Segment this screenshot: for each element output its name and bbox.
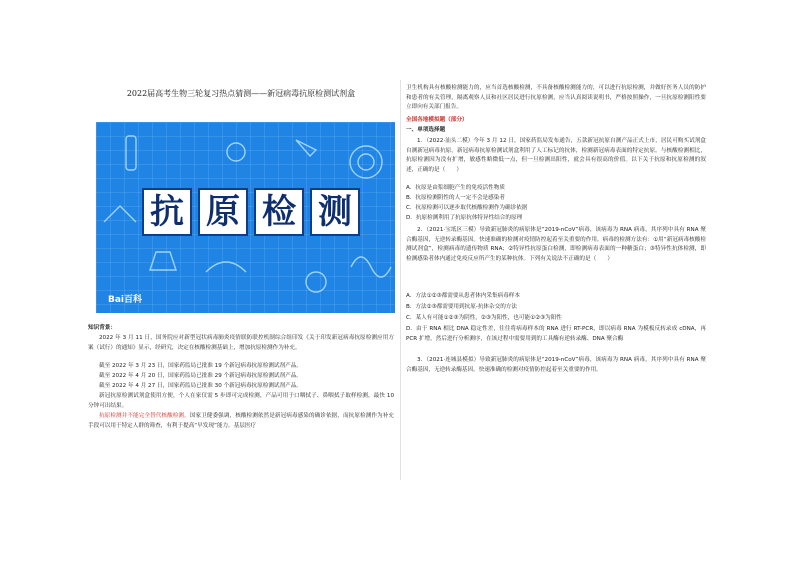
lens-icon bbox=[227, 143, 245, 161]
option: D．由于 RNA 相比 DNA 稳定性差，往往将病毒样本的 RNA 进行 RT-PCR，即以病毒 RNA 为模板反转录成 cDNA，再 PCR 扩增，然后进行分析测序，在该过程中需要用到的工具酶有逆转录酶、DNA 聚合酶 bbox=[406, 326, 706, 342]
highlight-text: 抗原检测并不能完全替代核酸检测。 bbox=[99, 413, 190, 419]
wave-icon bbox=[351, 257, 391, 277]
question-2: 2．（2021·宝坻区三模）导致新冠肺炎的病原体是“2019-nCoV”病毒，该病毒为 RNA 病毒，其序列中具有 RNA 聚合酶基因，无逆转录酶基因。快速准确的检测对疫情防控起着至关重要的作用。病毒的检测方法有：①用“新冠病毒核酸检测试剂盒”，检测病毒的遗传物质 RNA；②特异性抗原蛋白检测，即检测病毒表面的一种糖蛋白；③特异性抗体检测，即检测感染者体内通过免疫反应所产生的某种抗体。下列有关说法不正确的是（ ） bbox=[406, 227, 706, 262]
virus-icon bbox=[350, 146, 382, 178]
banner-title bbox=[142, 188, 360, 236]
banner-char: 原 bbox=[198, 188, 248, 236]
paragraph: 截至 2022 年 4 月 20 日，国家药监局已批准 29 个新冠病毒抗原检测试剂产品。 bbox=[99, 373, 302, 379]
option: B．抗原检测阴性的人一定不会是感染者 bbox=[406, 195, 505, 201]
paragraph: 新冠抗原检测试剂盒使用方便，个人在家仅需 5 步即可完成检测，产品可用于口咽拭子、鼻咽拭子取样检测，最快 10 分钟可出结果。 bbox=[88, 393, 394, 409]
paragraph-text: 国家卫健委强调，核酸检测依然是新冠病毒感染的确诊依据，而抗原检测作为补充手段可以用于特定人群的筛查，有利于提高“早发现”能力。基层医疗 bbox=[88, 413, 394, 429]
option: C．某人有可能①②③为阴性，②③为阳性，也可能①②③为阳性 bbox=[406, 315, 562, 321]
option: A．方法①②③都需要从患者体内采集病毒样本 bbox=[406, 293, 520, 299]
flask-icon bbox=[150, 252, 176, 270]
section-subheading: 一、单项选择题 bbox=[406, 127, 446, 133]
test-tube-icon bbox=[126, 136, 136, 170]
option: D．抗原检测利用了抗原抗体特异性结合的原理 bbox=[406, 215, 523, 221]
paragraph: 2022 年 3 月 11 日，国务院应对新型冠状病毒肺炎疫情联防联控机制综合组印发《关于印发新冠病毒抗原检测应用方案（试行）的通知》显示，经研究，决定在核酸检测基础上，增加抗原检测作为补充。 bbox=[88, 335, 394, 351]
section-heading: 全国各地模拟题（部分） bbox=[406, 117, 468, 123]
banner-char: 检 bbox=[254, 188, 304, 236]
question-3: 3．（2021·连城县模拟）导致新冠肺炎的病原体是“2019-nCoV”病毒，该病毒为 RNA 病毒，其序列中具有 RNA 聚合酶基因，无逆转录酶基因。快速准确的检测对疫情防控起着至关重要的作用。 bbox=[406, 357, 706, 373]
right-column bbox=[406, 0, 706, 562]
paragraph: 截至 2022 年 4 月 27 日，国家药监局已批准 30 个新冠病毒抗原检测试剂产品。 bbox=[99, 383, 302, 389]
banner-char: 抗 bbox=[142, 188, 192, 236]
knowledge-label: 知识背景： bbox=[88, 325, 116, 331]
syringe-icon bbox=[296, 140, 316, 156]
left-column bbox=[88, 0, 394, 562]
bulb-icon bbox=[306, 272, 326, 292]
paragraph: 截至 2022 年 3 月 23 日，国家药监局已批准 19 个新冠病毒抗原检测试剂产品。 bbox=[99, 363, 302, 369]
baike-logo: Bai百科 bbox=[108, 295, 143, 305]
document-title: 2022届高考生物三轮复习热点猜测——新冠病毒抗原检测试剂盒 bbox=[126, 89, 356, 98]
banner-image bbox=[96, 122, 395, 313]
banner-char: 测 bbox=[310, 188, 360, 236]
paragraph bbox=[88, 412, 394, 431]
column-divider bbox=[400, 80, 401, 480]
option: C．抗原检测可以逐步取代核酸检测作为确诊依据 bbox=[406, 205, 528, 211]
option: A．抗原是由浆细胞产生的免疫活性物质 bbox=[406, 185, 505, 191]
option: B．方法②③都需要用到抗原-抗体杂交的方法 bbox=[406, 304, 517, 310]
paragraph: 卫生机构具有核酸检测能力的，应当首选核酸检测，不具备核酸检测能力的，可以进行抗原检测，并做好医务人员的防护和患者的有关管理，隔离观察人员和社区居民进行抗原检测，应当认真阅读说明书，严格按照操作，一旦抗原检测阳性要立即向有关部门报告。 bbox=[406, 85, 706, 110]
question-1: 1．（2022·汕头二模）今年 3 月 12 日，国家药监局发布通告，五款新冠抗原自测产品正式上市，居民可购买试剂盒自测新冠病毒抗原。新冠病毒抗原检测试剂盒利用了人工标记的抗体，检测新冠病毒表面的特定抗原。与核酸检测相比，抗原检测因为没有扩增，敏感性略微低一点，但一旦检测出阳性，就会具有很高的价值。以下关于抗原和抗原检测的叙述，正确的是（ ） bbox=[406, 138, 706, 173]
